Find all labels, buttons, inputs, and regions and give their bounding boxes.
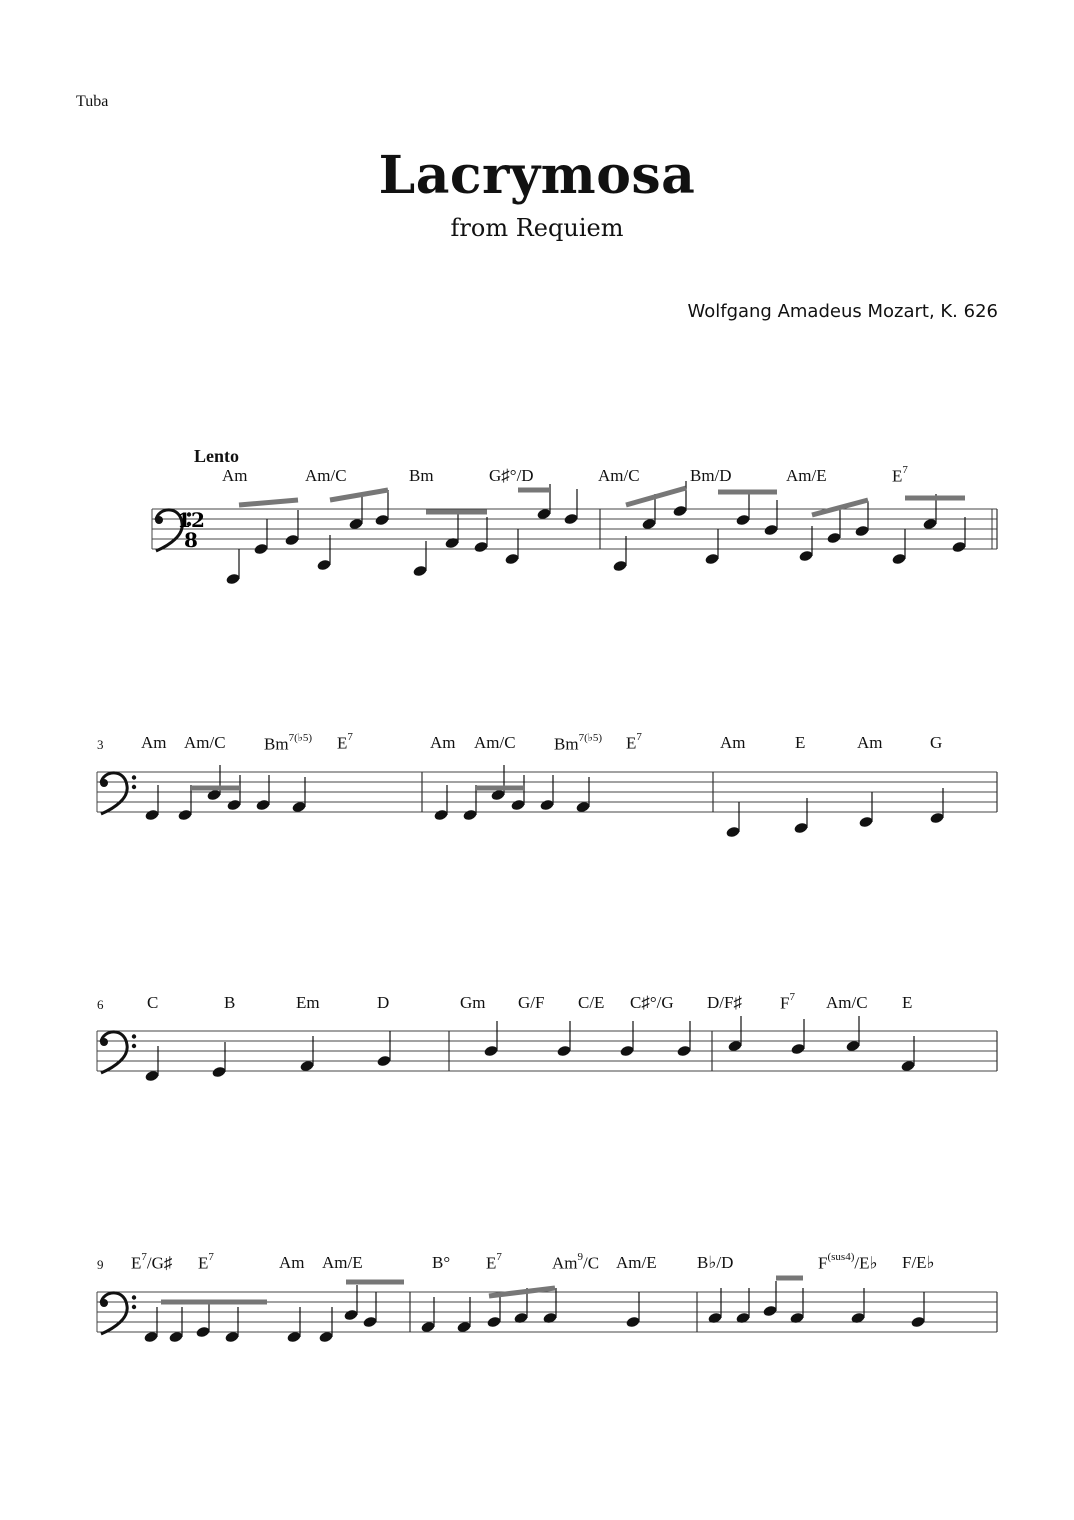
note-head [374,514,389,527]
note-head [763,524,778,537]
chord-symbol: C♯°/G [630,993,674,1012]
chord-symbol: Am [430,733,456,752]
note-head [676,1045,691,1058]
chord-symbol: Am/E [616,1253,657,1272]
note-head [284,534,299,547]
note-head [444,537,459,550]
note-head [625,1316,640,1329]
beam [330,490,388,500]
note-head [483,1045,498,1058]
chord-symbol: Bm [409,466,434,485]
note-head [563,513,578,526]
instrument-name: Tuba [76,93,109,110]
note-head [542,1312,557,1325]
note-head [539,799,554,812]
beam [626,488,686,505]
bass-clef [101,773,127,814]
note-head [826,532,841,545]
note-head [850,1312,865,1325]
bass-clef-dot [132,785,136,789]
chord-symbol: B [224,993,236,1012]
note-head [789,1312,804,1325]
note-head [376,1055,391,1068]
bass-clef [101,1032,127,1073]
chord-symbol: Am/E [786,466,827,485]
note-head [556,1045,571,1058]
chord-symbol: D [377,993,390,1012]
note-head [891,553,906,566]
chord-symbol: B° [432,1253,451,1272]
note-head [504,553,519,566]
note-head [144,809,159,822]
chord-symbol: E [902,993,913,1012]
note-head [704,553,719,566]
chord-symbol: Am/C [474,733,516,752]
chord-symbol: Am/E [322,1253,363,1272]
bass-clef-dot [132,775,136,779]
chord-symbol: $F^{(sus4)}/E♭$ [818,1251,878,1273]
bass-clef-dot [100,779,108,787]
note-head [672,505,687,518]
note-head [177,809,192,822]
bass-clef-dot [132,1305,136,1309]
note-head [412,565,427,578]
bass-clef-dot [132,1034,136,1038]
note-head [762,1305,777,1318]
bass-clef-dot [100,1038,108,1046]
chord-symbol: Am [857,733,883,752]
note-head [951,541,966,554]
note-head [929,812,944,825]
chord-symbol: Em [296,993,320,1012]
note-head [226,799,241,812]
chord-symbol: Am [141,733,167,752]
time-signature-denominator: 8 [184,528,198,552]
chord-symbol: $E^7$ [892,464,908,486]
chord-symbol: Am/C [826,993,868,1012]
chord-symbol: F/E♭ [902,1253,935,1272]
note-head [510,799,525,812]
chord-symbol: C/E [578,993,605,1012]
note-head [910,1316,925,1329]
note-head [619,1045,634,1058]
bass-clef-dot [132,1044,136,1048]
note-head [725,826,740,839]
note-head [513,1312,528,1325]
note-head [486,1316,501,1329]
composer-credit: Wolfgang Amadeus Mozart, K. 626 [687,301,998,322]
chord-symbol: Am/C [184,733,226,752]
note-head [362,1316,377,1329]
beam [239,500,298,505]
note-head [253,543,268,556]
chord-symbol: $E^7$ [486,1251,502,1273]
note-head [793,822,808,835]
piece-subtitle: from Requiem [450,214,624,242]
measure-number: 9 [97,1257,104,1272]
measure-number: 3 [97,737,104,752]
bass-clef-dot [100,1299,108,1307]
chord-symbol: E [795,733,806,752]
note-head [211,1066,226,1079]
note-head [858,816,873,829]
note-head [854,525,869,538]
note-head [612,560,627,573]
note-head [735,1312,750,1325]
note-head [735,514,750,527]
chord-symbol: Am/C [598,466,640,485]
piece-title: Lacrymosa [378,145,696,206]
chord-symbol: $Bm^{7(♭5)}$ [554,732,603,754]
chord-symbol: Gm [460,993,486,1012]
note-head [798,550,813,563]
note-head [255,799,270,812]
chord-symbol: Am [720,733,746,752]
chord-symbol: $E^7$ [626,731,642,753]
chord-symbol: Am [279,1253,305,1272]
chord-symbol: Bm/D [690,466,732,485]
chord-symbol: $E^7/G♯$ [131,1251,173,1273]
chord-symbol: Am/C [305,466,347,485]
note-head [433,809,448,822]
note-head [473,541,488,554]
chord-symbol: G [930,733,943,752]
bass-clef-dot [155,516,163,524]
chord-symbol: G♯°/D [489,466,534,485]
chord-symbol: C [147,993,159,1012]
note-head [462,809,477,822]
note-head [225,573,240,586]
bass-clef-dot [132,1295,136,1299]
note-head [790,1043,805,1056]
chord-symbol: $E^7$ [337,731,353,753]
chord-symbol: G/F [518,993,545,1012]
note-head [707,1312,722,1325]
chord-symbol: D/F♯ [707,993,742,1012]
chord-symbol: Am [222,466,248,485]
tempo-marking: Lento [194,446,239,466]
bass-clef [101,1293,127,1334]
chord-symbol: $E^7$ [198,1251,214,1273]
chord-symbol: B♭/D [697,1253,734,1272]
chord-symbol: $F^7$ [780,991,795,1013]
chord-symbol: Am$^9$/C [552,1251,600,1273]
note-head [316,559,331,572]
measure-number: 6 [97,997,104,1012]
note-head [343,1309,358,1322]
chord-symbol: $Bm^{7(♭5)}$ [264,732,313,754]
time-signature-numerator: 12 [177,508,205,532]
note-head [195,1326,210,1339]
